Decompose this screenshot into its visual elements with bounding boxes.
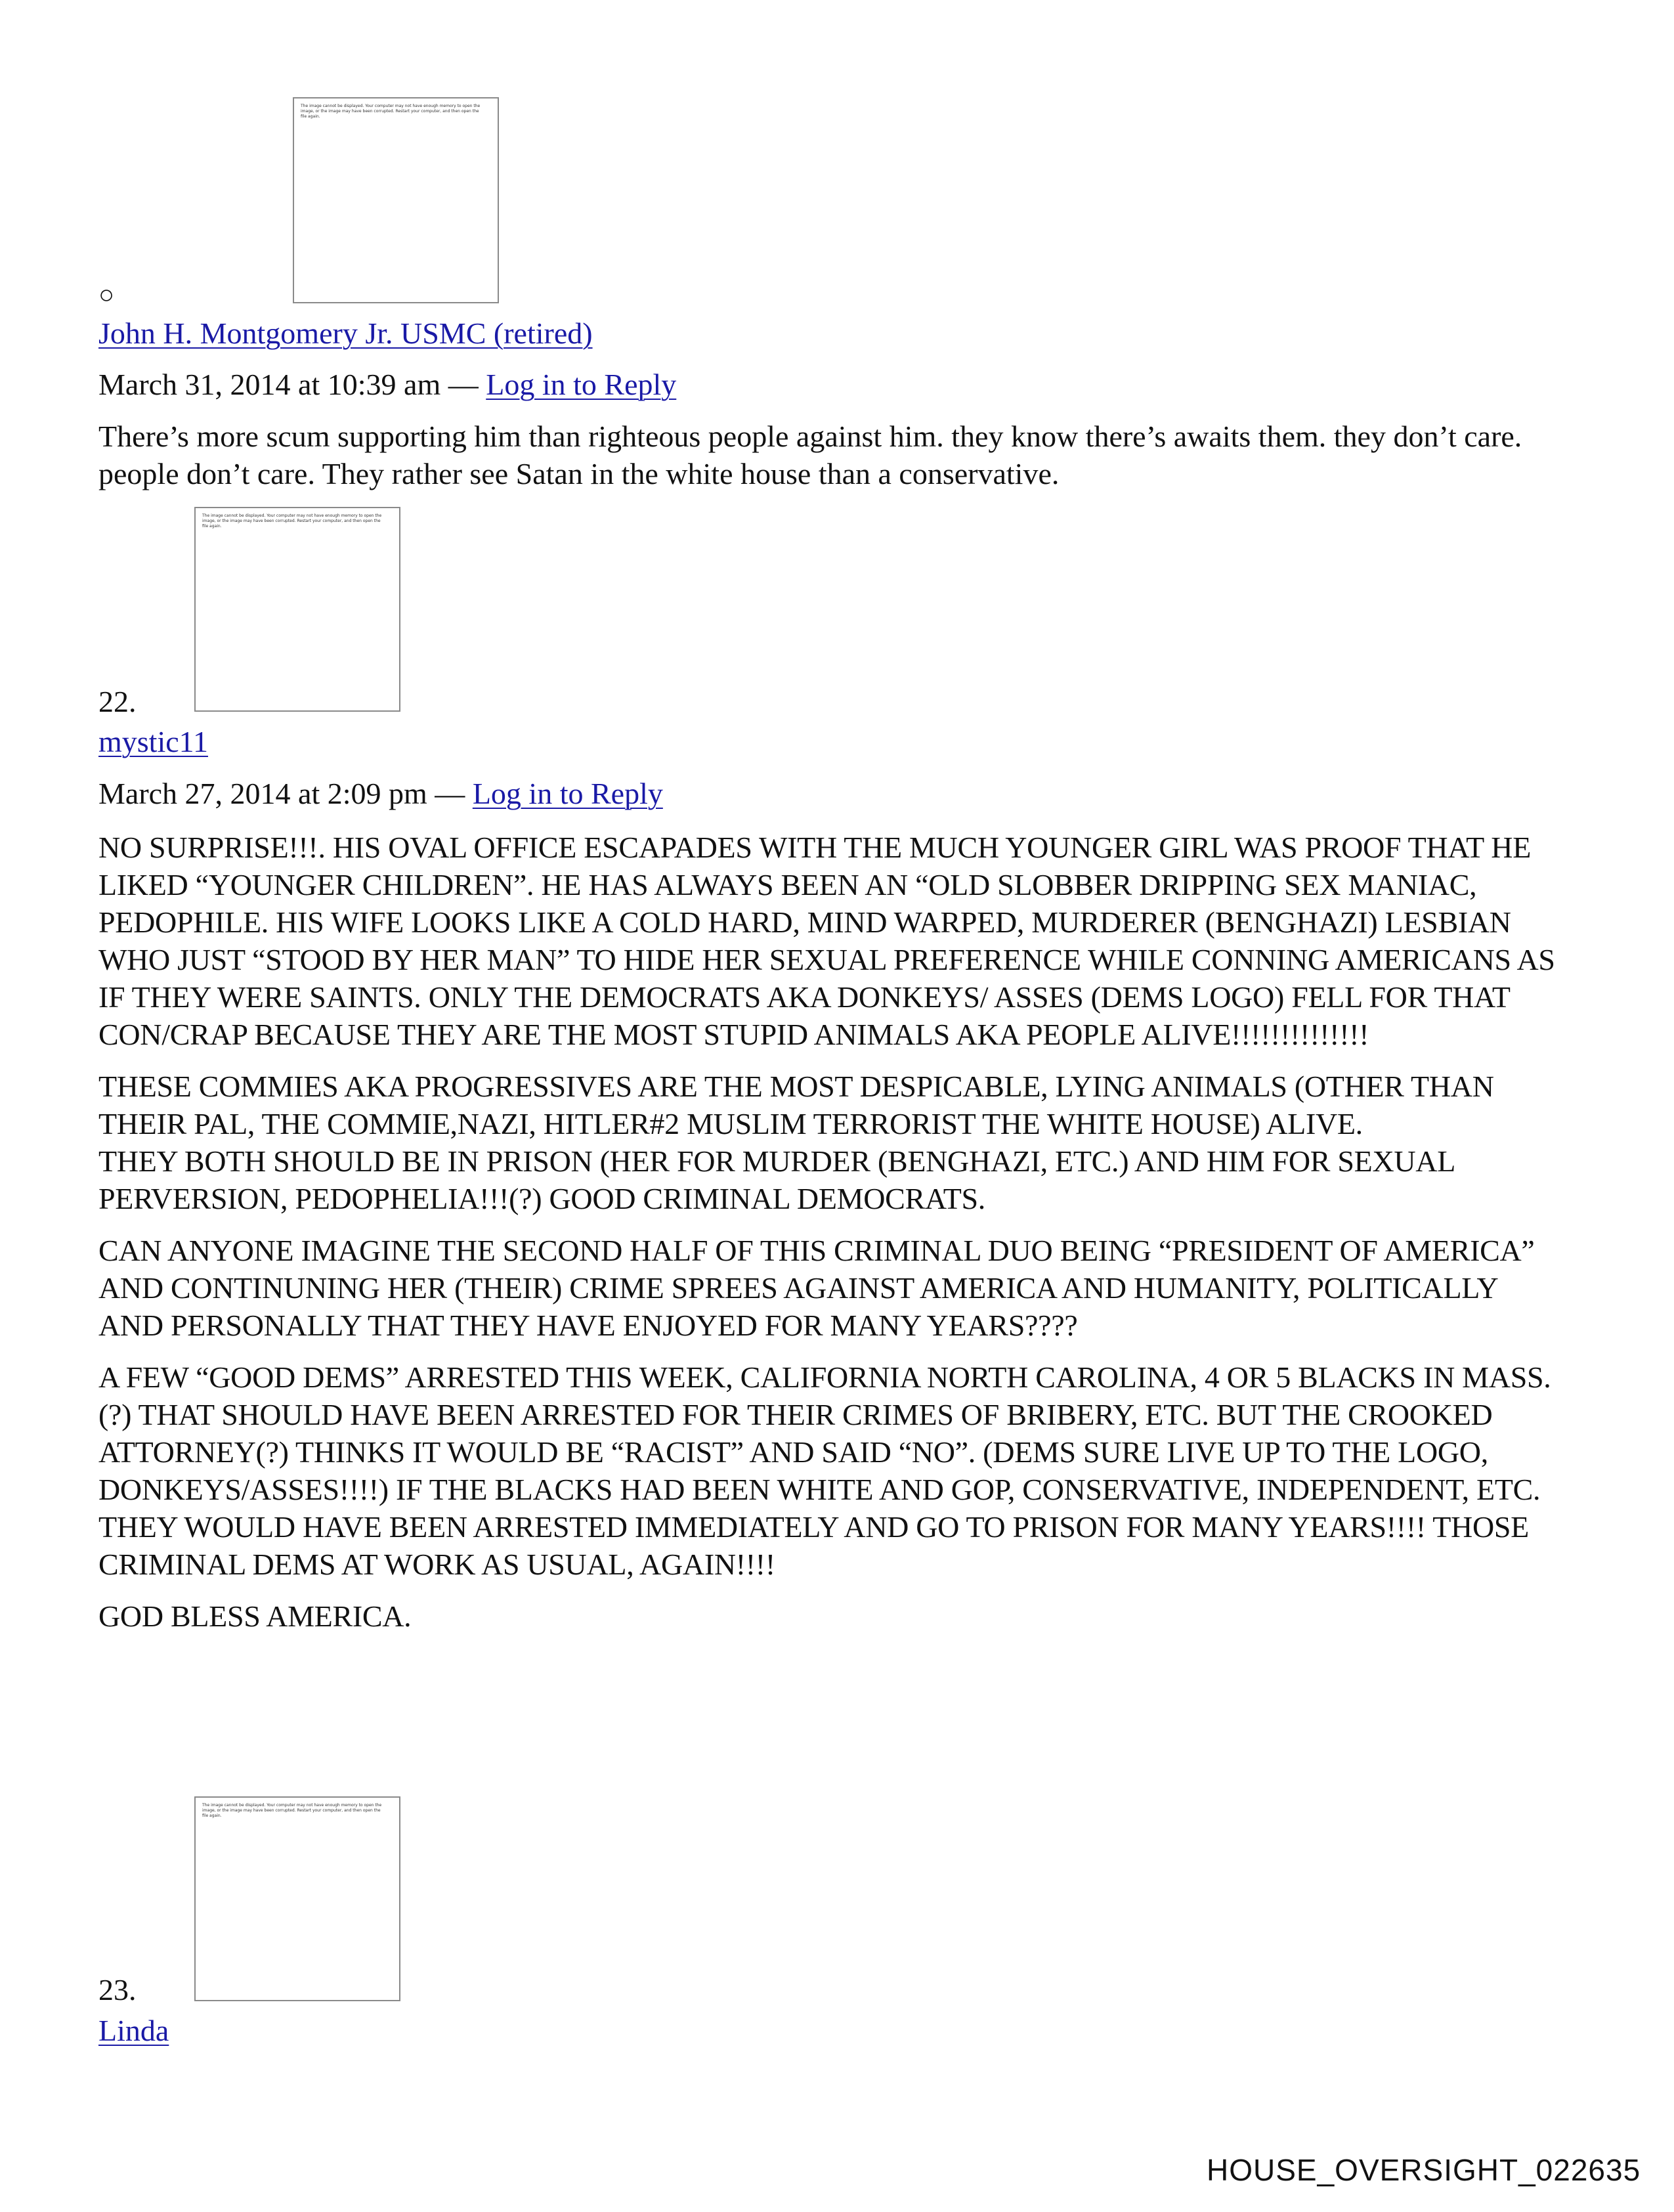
comment-body-paragraph: THEY BOTH SHOULD BE IN PRISON (HER FOR MURDER (BENGHAZI, ETC.) AND HIM FOR SEXUAL PERVERSION, PEDOPHELIA!!!(?) GOOD CRIMINAL DEMOCRATS. <box>98 1144 1455 1215</box>
comment-body <box>98 829 1566 1635</box>
bates-number: HOUSE_OVERSIGHT_022635 <box>1207 2153 1641 2187</box>
comment-author-link[interactable]: mystic11 <box>98 725 208 758</box>
avatar-broken-image-caption: The image cannot be displayed. Your computer may not have enough memory to open the image, or the image may have been corrupted. Restart your computer, and then open the file again. <box>301 104 481 119</box>
comment-date: March 27, 2014 at 2:09 pm — <box>98 777 465 810</box>
avatar-broken-image-caption: The image cannot be displayed. Your computer may not have enough memory to open the image, or the image may have been corrupted. Restart your computer, and then open the file again. <box>202 513 382 529</box>
avatar-placeholder <box>194 507 400 712</box>
comment-body-paragraph: NO SURPRISE!!!. HIS OVAL OFFICE ESCAPADES WITH THE MUCH YOUNGER GIRL WAS PROOF THAT HE LIKED “YOUNGER CHILDREN”. HE HAS ALWAYS BEEN AN “OLD SLOBBER DRIPPING SEX MANIAC, PEDOPHILE. HIS WIFE LOOKS LIKE A COLD HARD, MIND WARPED, MURDERER (BENGHAZI) LESBIAN WHO JUST “STOOD BY HER MAN” TO HIDE HER SEXUAL PREFERENCE WHILE CONNING AMERICANS AS IF THEY WERE SAINTS. ONLY THE DEMOCRATS AKA DONKEYS/ ASSES (DEMS LOGO) FELL FOR THAT CON/CRAP BECAUSE THEY ARE THE MOST STUPID ANIMALS AKA PEOPLE ALIVE!!!!!!!!!!!!!! <box>98 831 1555 1051</box>
log-in-to-reply-link[interactable]: Log in to Reply <box>472 777 663 810</box>
comment-number: 22. <box>98 685 137 718</box>
comment-author-link[interactable]: Linda <box>98 2014 169 2047</box>
avatar-placeholder <box>293 97 499 303</box>
log-in-to-reply-link[interactable]: Log in to Reply <box>486 368 677 401</box>
comment-body-paragraph: A FEW “GOOD DEMS” ARRESTED THIS WEEK, CALIFORNIA NORTH CAROLINA, 4 OR 5 BLACKS IN MASS.(?) THAT SHOULD HAVE BEEN ARRESTED FOR THEIR CRIMES OF BRIBERY, ETC. BUT THE CROOKED ATTORNEY(?) THINKS IT WOULD BE “RACIST” AND SAID “NO”. (DEMS SURE LIVE UP TO THE LOGO, DONKEYS/ASSES!!!!) IF THE BLACKS HAD BEEN WHITE AND GOP, CONSERVATIVE, INDEPENDENT, ETC. THEY WOULD HAVE BEEN ARRESTED IMMEDIATELY AND GO TO PRISON FOR MANY YEARS!!!! THOSE CRIMINAL DEMS AT WORK AS USUAL, AGAIN!!!! <box>98 1360 1551 1581</box>
comment-meta <box>98 775 663 812</box>
list-bullet-marker: ○ <box>98 280 115 309</box>
comment-date: March 31, 2014 at 10:39 am — <box>98 368 479 401</box>
comment-author-link[interactable]: John H. Montgomery Jr. USMC (retired) <box>98 316 593 350</box>
comment-body-paragraph: THESE COMMIES AKA PROGRESSIVES ARE THE MOST DESPICABLE, LYING ANIMALS (OTHER THAN THEIR PAL, THE COMMIE,NAZI, HITLER#2 MUSLIM TERRORIST THE WHITE HOUSE) ALIVE. <box>98 1070 1494 1140</box>
avatar-placeholder <box>194 1796 400 2001</box>
comment-number: 23. <box>98 1973 137 2006</box>
comment-meta <box>98 366 676 403</box>
comment-body-paragraph: There’s more scum supporting him than righteous people against him. they know there’s awaits them. they don’t care. people don’t care. They rather see Satan in the white house than a conservative. <box>98 420 1522 490</box>
comment-body-paragraph: CAN ANYONE IMAGINE THE SECOND HALF OF THIS CRIMINAL DUO BEING “PRESIDENT OF AMERICA” AND CONTINUNING HER (THEIR) CRIME SPREES AGAINST AMERICA AND HUMANITY, POLITICALLY AND PERSONALLY THAT THEY HAVE ENJOYED FOR MANY YEARS???? <box>98 1234 1535 1342</box>
comment-body-paragraph: GOD BLESS AMERICA. <box>98 1599 412 1633</box>
avatar-broken-image-caption: The image cannot be displayed. Your computer may not have enough memory to open the image, or the image may have been corrupted. Restart your computer, and then open the file again. <box>202 1803 382 1818</box>
